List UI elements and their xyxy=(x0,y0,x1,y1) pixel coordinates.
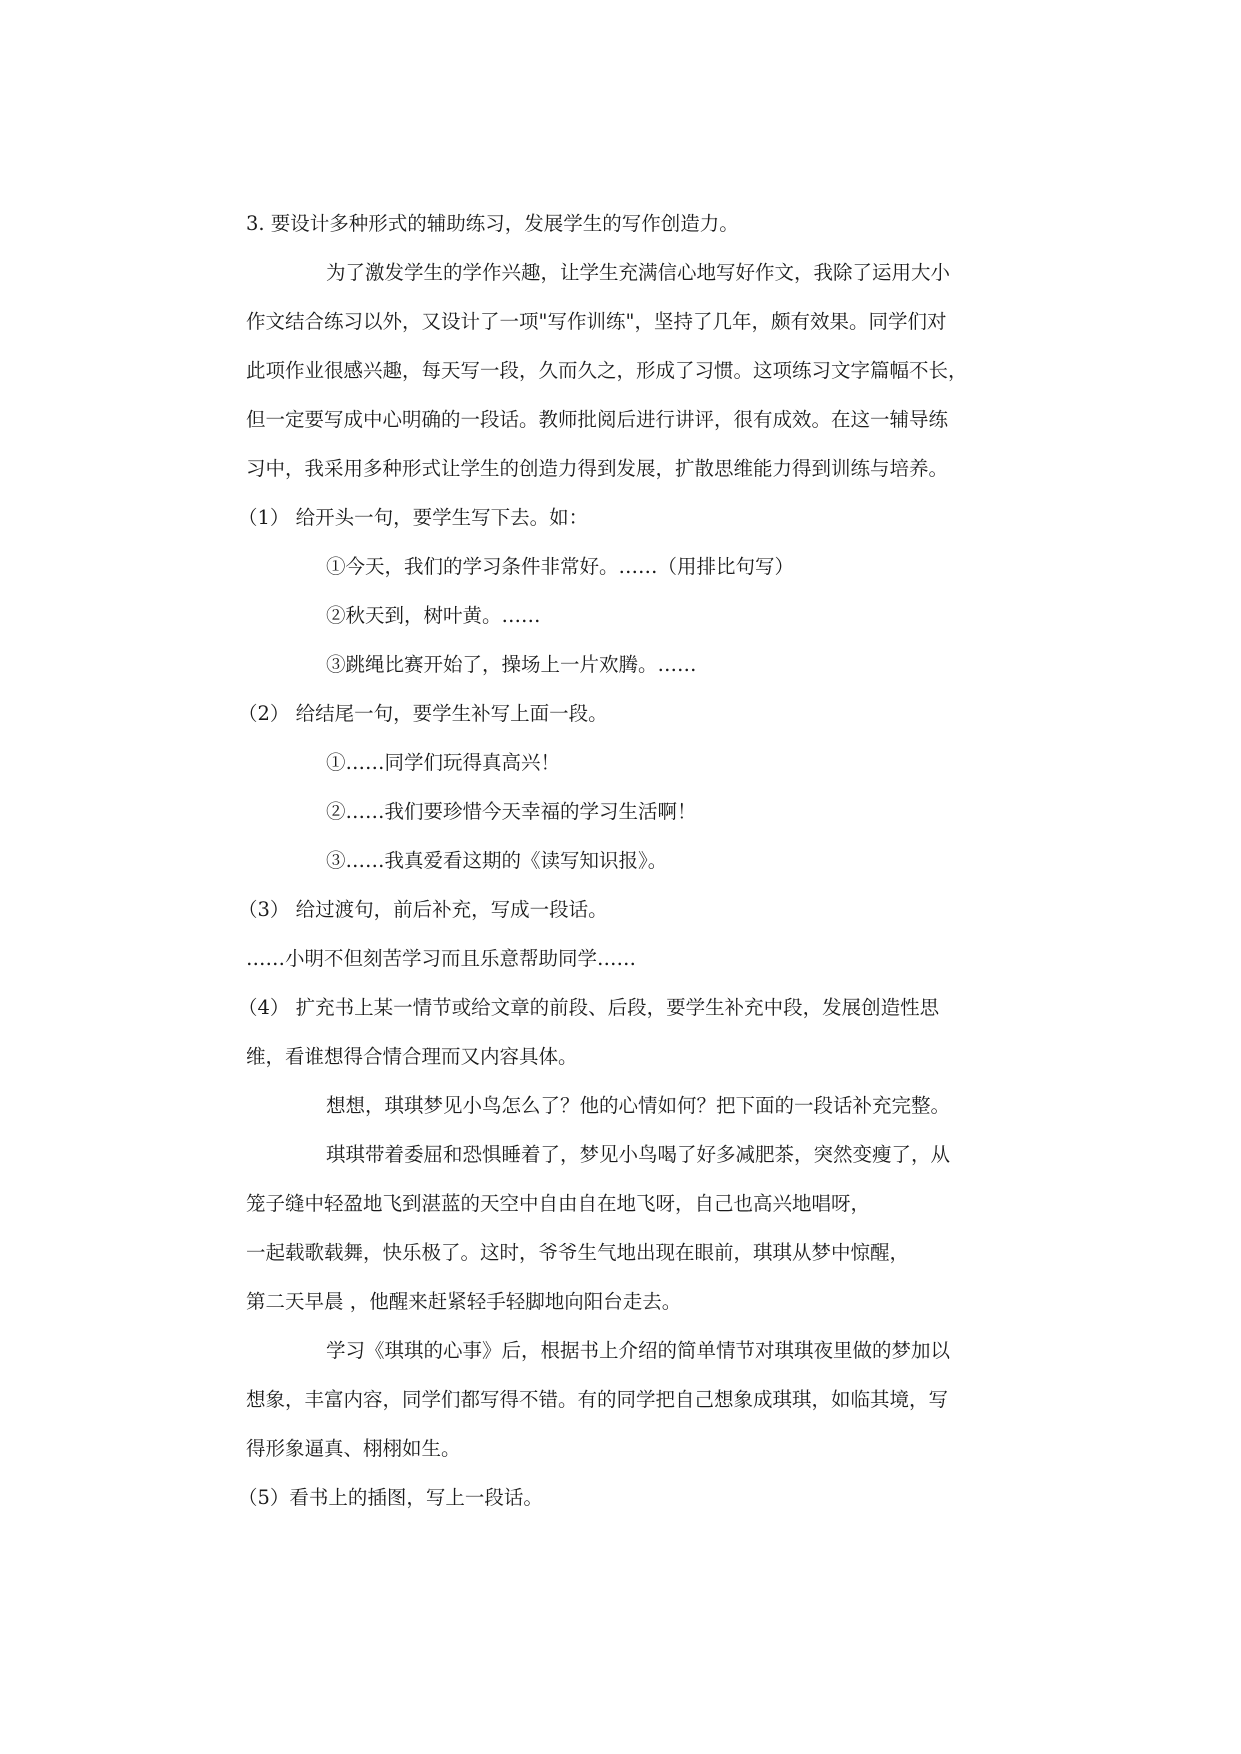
paragraph-line: ……小明不但刻苦学习而且乐意帮助同学…… xyxy=(246,947,637,970)
list-heading: （1） 给开头一句，要学生写下去。如： xyxy=(238,506,589,529)
list-item: ③……我真爱看这期的《读写知识报》。 xyxy=(326,849,668,872)
list-heading: （3） 给过渡句，前后补充，写成一段话。 xyxy=(238,898,608,921)
section-heading: 3. 要设计多种形式的辅助练习，发展学生的写作创造力。 xyxy=(246,212,739,235)
paragraph-line: 作文结合练习以外，又设计了一项"写作训练"，坚持了几年，颇有效果。同学们对 xyxy=(246,310,947,333)
paragraph-line: 想象，丰富内容，同学们都写得不错。有的同学把自己想象成琪琪，如临其境，写 xyxy=(246,1388,949,1411)
paragraph-line: 为了激发学生的学作兴趣，让学生充满信心地写好作文，我除了运用大小 xyxy=(326,261,951,284)
list-heading: （5）看书上的插图，写上一段话。 xyxy=(238,1486,543,1509)
list-heading: （2） 给结尾一句，要学生补写上面一段。 xyxy=(238,702,608,725)
list-item: ③跳绳比赛开始了，操场上一片欢腾。…… xyxy=(326,653,697,676)
paragraph-line: 此项作业很感兴趣，每天写一段，久而久之，形成了习惯。这项练习文字篇幅不长， xyxy=(246,359,968,382)
paragraph-line: 琪琪带着委屈和恐惧睡着了，梦见小鸟喝了好多减肥茶，突然变瘦了，从 xyxy=(326,1143,951,1166)
paragraph-line: 得形象逼真、栩栩如生。 xyxy=(246,1437,461,1460)
list-item: ①……同学们玩得真高兴！ xyxy=(326,751,561,774)
paragraph-line: 习中，我采用多种形式让学生的创造力得到发展，扩散思维能力得到训练与培养。 xyxy=(246,457,949,480)
paragraph-line: 但一定要写成中心明确的一段话。教师批阅后进行讲评，很有成效。在这一辅导练 xyxy=(246,408,949,431)
paragraph-line: 学习《琪琪的心事》后，根据书上介绍的简单情节对琪琪夜里做的梦加以 xyxy=(326,1339,951,1362)
list-item: ②……我们要珍惜今天幸福的学习生活啊！ xyxy=(326,800,697,823)
paragraph-line: 第二天早晨 ，他醒来赶紧轻手轻脚地向阳台走去。 xyxy=(246,1290,682,1313)
paragraph-line: 笼子缝中轻盈地飞到湛蓝的天空中自由自在地飞呀，自己也高兴地唱呀， xyxy=(246,1192,871,1215)
list-item: ①今天，我们的学习条件非常好。……（用排比句写） xyxy=(326,555,795,578)
document-body xyxy=(238,207,1006,1530)
paragraph-line: 维，看谁想得合情合理而又内容具体。 xyxy=(246,1045,578,1068)
list-heading: （4） 扩充书上某一情节或给文章的前段、后段，要学生补充中段，发展创造性思 xyxy=(238,996,940,1019)
list-item: ②秋天到，树叶黄。…… xyxy=(326,604,541,627)
paragraph-line: 想想，琪琪梦见小鸟怎么了？他的心情如何？把下面的一段话补充完整。 xyxy=(326,1094,951,1117)
paragraph-line: 一起载歌载舞，快乐极了。这时，爷爷生气地出现在眼前，琪琪从梦中惊醒， xyxy=(246,1241,910,1264)
